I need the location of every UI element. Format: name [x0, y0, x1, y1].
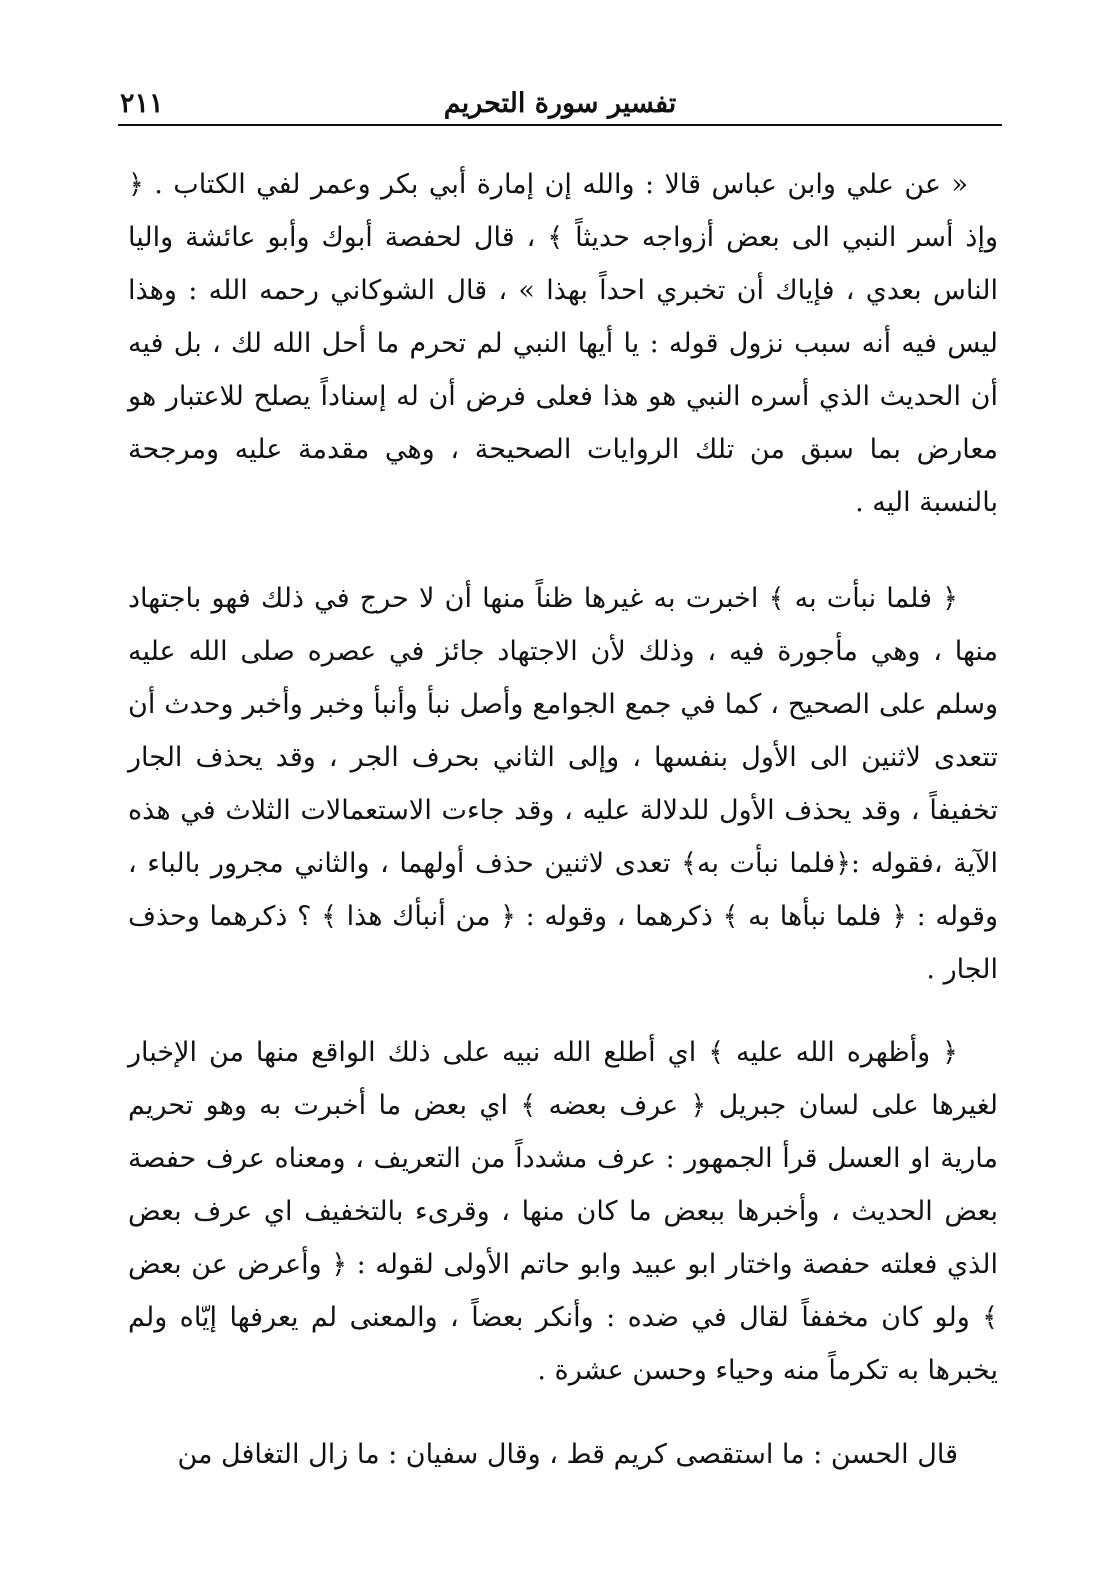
paragraph-2: ﴿ فلما نبأت به ﴾ اخبرت به غيرها ظناً منها أن لا حرج في ذلك فهو باجتهاد منها ، وهي مأجورة فيه ، وذلك لأن الاجتهاد جائز في عصره صلى الله عليه وسلم على الصحيح ، كما في جمع الجوامع وأصل نبأ وأنبأ وخبر وأخبر وحدث أن تتعدى لاثنين الى الأول بنفسها ، وإلى الثاني بحرف الجر ، وقد يحذف الجار تخفيفاً ، وقد يحذف الأول للدلالة عليه ، وقد جاءت الاستعمالات الثلاث في هذه الآية ،فقوله :﴿فلما نبأت به﴾ تعدى لاثنين حذف أولهما ، والثاني مجرور بالباء ، وقوله : ﴿ فلما نبأها به ﴾ ذكرهما ، وقوله : ﴿ من أنبأك هذا ﴾ ؟ ذكرهما وحذف الجار .: [128, 583, 998, 985]
page-header: [118, 84, 1002, 126]
paragraph-4: قال الحسن : ما استقصى كريم قط ، وقال سفيان : ما زال التغافل من: [177, 1439, 958, 1470]
page-title: تفسير سورة التحريم: [443, 88, 677, 119]
paragraph-1: « عن علي وابن عباس قالا : والله إن إمارة أبي بكر وعمر لفي الكتاب . ﴿ وإذ أسر النبي الى بعض أزواجه حديثاً ﴾ ، قال لحفصة أبوك وأبو عائشة واليا الناس بعدي ، فإياك أن تخبري احداً بهذا » ، قال الشوكاني رحمه الله : وهذا ليس فيه أنه سبب نزول قوله : يا أيها النبي لم تحرم ما أحل الله لك ، بل فيه أن الحديث الذي أسره النبي هو هذا فعلى فرض أن له إسناداً يصلح للاعتبار هو معارض بما سبق من تلك الروايات الصحيحة ، وهي مقدمة عليه ومرجحة بالنسبة اليه .: [128, 169, 998, 518]
header-divider: [118, 124, 1002, 126]
page-number: ٢١١: [120, 88, 164, 119]
paragraph-3: ﴿ وأظهره الله عليه ﴾ اي أطلع الله نبيه على ذلك الواقع منها من الإخبار لغيرها على لسان جبريل ﴿ عرف بعضه ﴾ اي بعض ما أخبرت به وهو تحريم مارية او العسل قرأ الجمهور : عرف مشدداً من التعريف ، ومعناه عرف حفصة بعض الحديث ، وأخبرها ببعض ما كان منها ، وقرىء بالتخفيف اي عرف بعض الذي فعلته حفصة واختار ابو عبيد وابو حاتم الأولى لقوله : ﴿ وأعرض عن بعض ﴾ ولو كان مخففاً لقال في ضده : وأنكر بعضاً ، والمعنى لم يعرفها إيّاه ولم يخبرها به تكرماً منه وحياء وحسن عشرة .: [128, 1037, 998, 1386]
